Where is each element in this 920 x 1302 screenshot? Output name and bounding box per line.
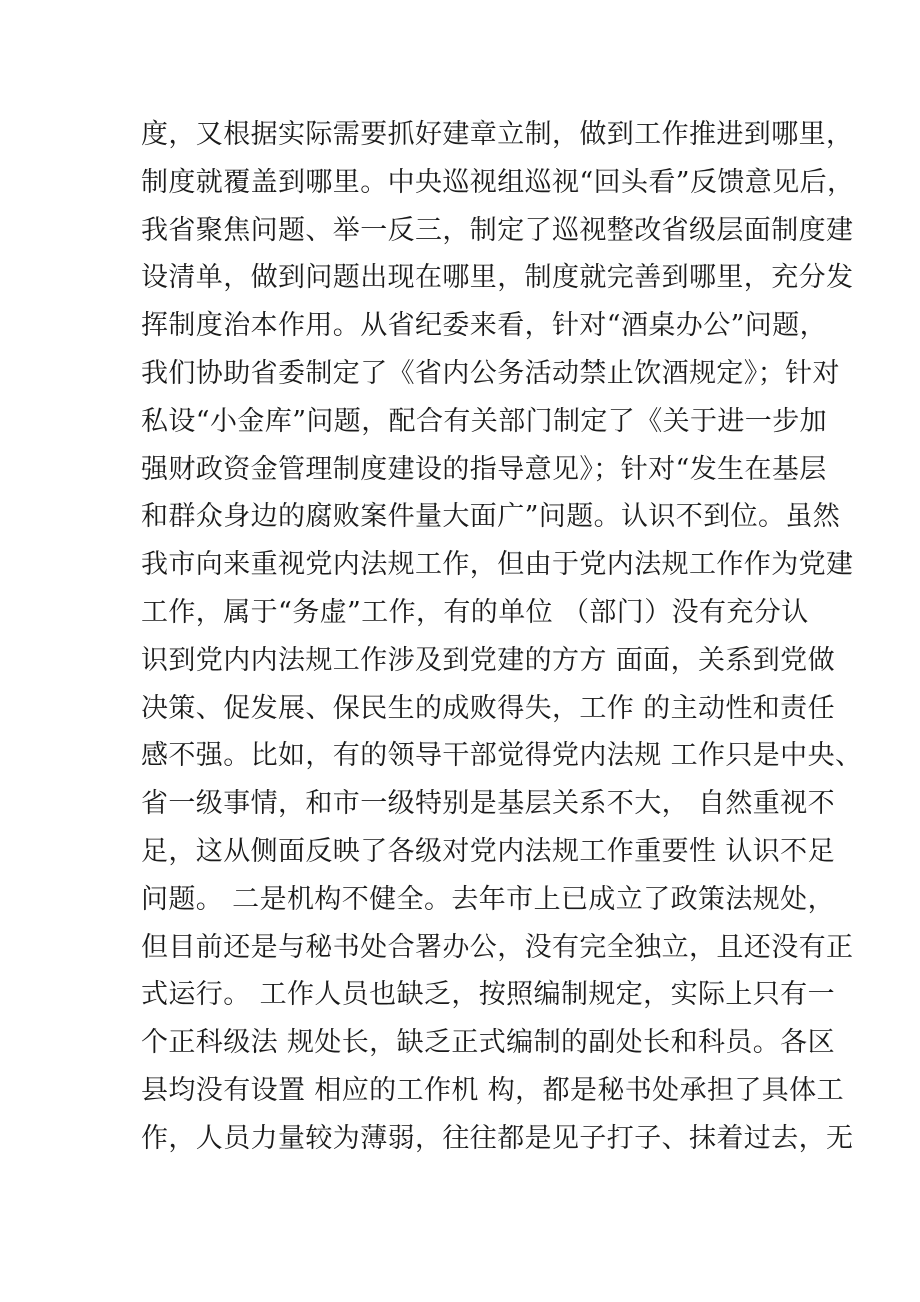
text-line: 制度就覆盖到哪里。中央巡视组巡视“回头看”反馈意见后， — [141, 166, 855, 198]
text-line: 决策、促发展、保民生的成败得失，工作 的主动性和责任 — [141, 692, 835, 724]
text-line: 足，这从侧面反映了各级对党内法规工作重要性 认识不足 — [141, 835, 835, 867]
text-line: 我省聚焦问题、举一反三，制定了巡视整改省级层面制度建 — [141, 214, 854, 246]
text-line: 我市向来重视党内法规工作，但由于党内法规工作作为党建 — [141, 549, 854, 581]
text-line: 但目前还是与秘书处合署办公，没有完全独立，且还没有正 — [141, 931, 854, 963]
text-line: 式运行。 工作人员也缺乏，按照编制规定，实际上只有一 — [141, 979, 835, 1011]
text-line: 度，又根据实际需要抓好建章立制，做到工作推进到哪里， — [141, 119, 854, 150]
text-line: 感不强。比如，有的领导干部觉得党内法规 工作只是中央、 — [141, 740, 863, 772]
text-line: 挥制度治本作用。从省纪委来看，针对“酒桌办公”问题， — [141, 310, 828, 342]
text-line: 问题。 二是机构不健全。去年市上已成立了政策法规处， — [141, 883, 835, 915]
text-line: 县均没有设置 相应的工作机 构，都是秘书处承担了具体工 — [141, 1074, 844, 1106]
text-line: 私设“小金库”问题，配合有关部门制定了《关于进一步加 — [141, 405, 828, 437]
text-line: 设清单，做到问题出现在哪里，制度就完善到哪里，充分发 — [141, 262, 854, 294]
text-line: 和群众身边的腐败案件量大面广”问题。认识不到位。虽然 — [141, 501, 841, 533]
text-line: 作，人员力量较为薄弱，往往都是见子打子、抹着过去，无 — [141, 1122, 854, 1154]
text-line: 个正科级法 规处长，缺乏正式编制的副处长和科员。各区 — [141, 1027, 835, 1059]
text-line: 工作，属于“务虚”工作，有的单位 （部门）没有充分认 — [141, 596, 809, 628]
text-line: 识到党内内法规工作涉及到党建的方方 面面，关系到党做 — [141, 644, 835, 676]
text-line: 强财政资金管理制度建设的指导意见》；针对“发生在基层 — [141, 453, 827, 485]
text-line: 省一级事情，和市一级特别是基层关系不大， 自然重视不 — [141, 788, 835, 820]
text-line: 我们协助省委制定了《省内公务活动禁止饮酒规定》；针对 — [141, 357, 840, 389]
body-text — [141, 111, 863, 1163]
